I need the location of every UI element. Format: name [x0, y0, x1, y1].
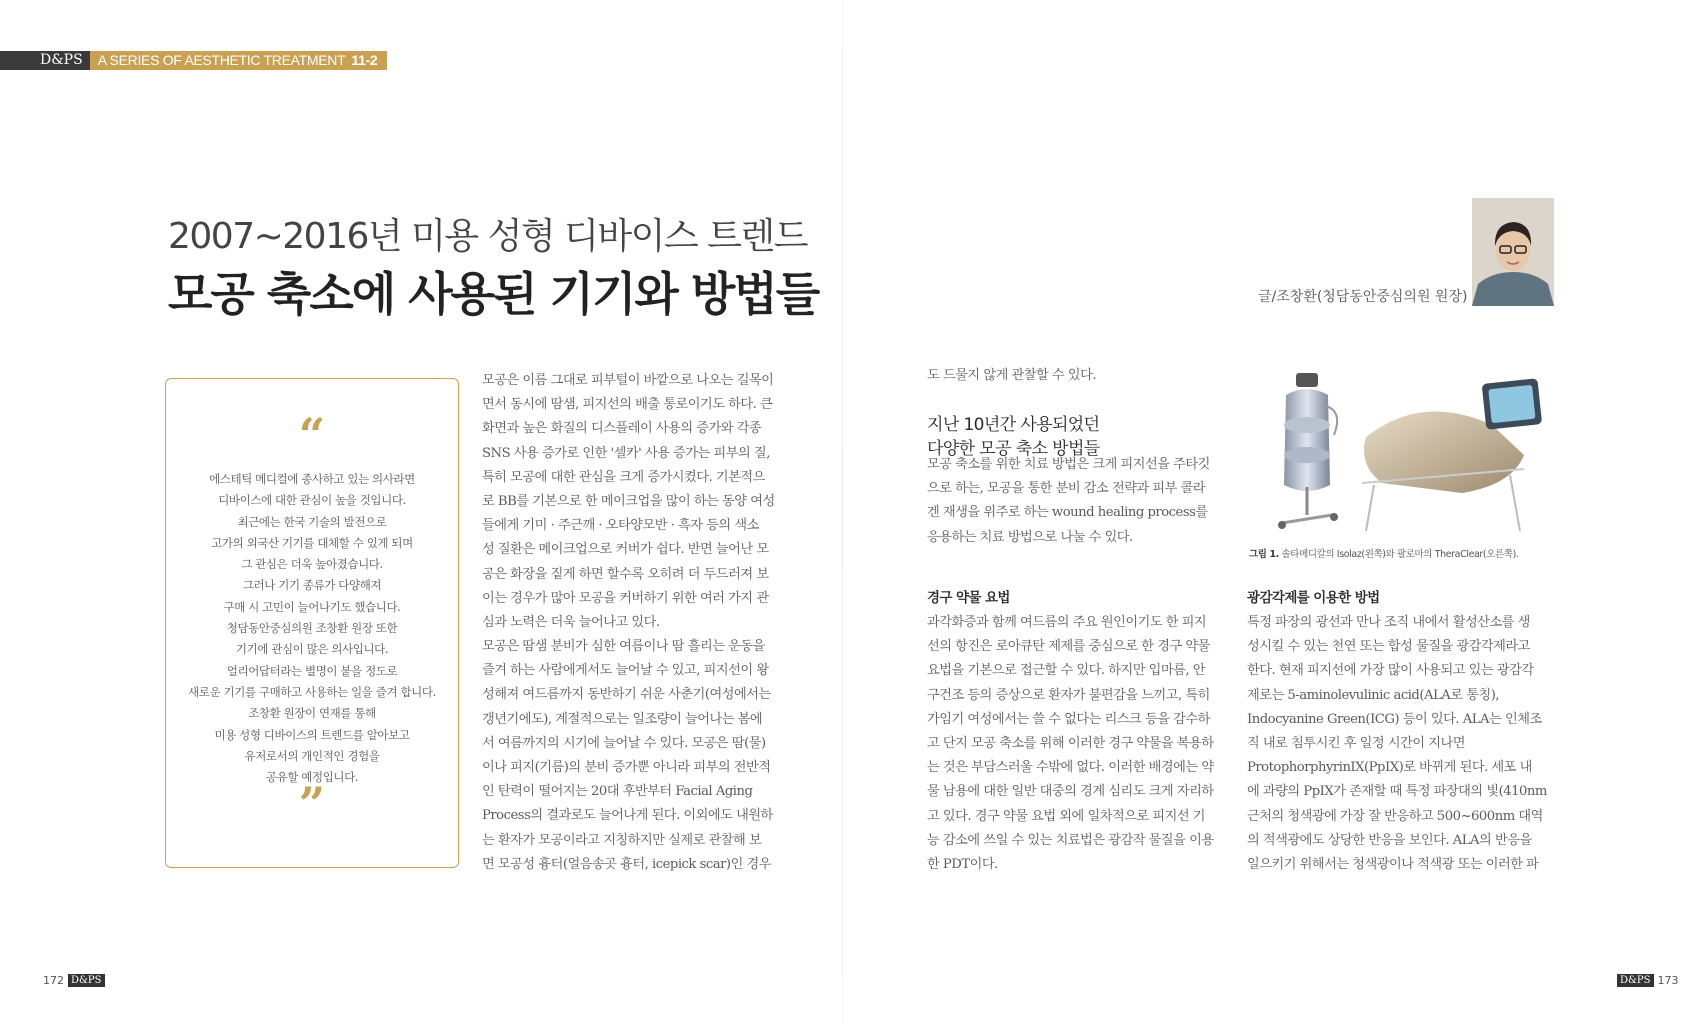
- quote-line: 디바이스에 대한 관심이 높을 것입니다.: [218, 493, 406, 508]
- body-line: 인 탄력이 떨어지는 20대 후반부터 Facial Aging: [482, 784, 753, 800]
- body-line: 화면과 높은 화질의 디스플레이 사용의 증가와 각종: [482, 421, 762, 437]
- quote-line: 기기에 관심이 많은 의사입니다.: [235, 642, 389, 657]
- quote-line: 그 관심은 더욱 높아졌습니다.: [241, 557, 383, 572]
- body-line: 갱년기에도), 계절적으로는 일조량이 늘어나는 봄에: [482, 711, 763, 727]
- body-line: 즐겨 하는 사람에게서도 늘어날 수 있고, 피지선이 왕: [482, 663, 769, 679]
- series-header: [0, 51, 387, 70]
- quote-line: 그러나 기기 종류가 다양해져: [242, 578, 382, 593]
- series-label-text: A SERIES OF AESTHETIC TREATMENT: [97, 52, 346, 68]
- device-figure: [1262, 365, 1554, 533]
- quote-line: 구매 시 고민이 늘어나기도 했습니다.: [223, 599, 401, 614]
- quote-line: 청담동안중심의원 조창환 원장 또한: [226, 621, 398, 636]
- body-line: 가임기 여성에서는 쓸 수 없다는 리스크 등을 감수하: [927, 711, 1210, 727]
- body-line: 직 내로 침투시킨 후 일정 시간이 지나면: [1247, 735, 1465, 751]
- section-photosensitizer-body: [1247, 611, 1547, 877]
- folio-left: [43, 974, 105, 987]
- body-line: 이는 경우가 많아 모공을 커버하기 위한 여러 가지 관: [482, 590, 769, 606]
- body-line: 이나 피지(기름)의 분비 증가뿐 아니라 피부의 전반적: [482, 760, 771, 775]
- page-number-right: 173: [1657, 974, 1679, 987]
- body-line: 로 BB를 기본으로 한 메이크업을 많이 하는 동양 여성: [482, 493, 775, 509]
- body-line: 서 여름까지의 시기에 늘어날 수 있다. 모공은 땀(물): [482, 735, 766, 751]
- body-line: SNS 사용 증가로 인한 '셀카' 사용 증가는 피부의 질,: [482, 445, 770, 461]
- quote-line: 고가의 외국산 기기를 대체할 수 있게 되며: [211, 535, 413, 550]
- section-heading-oral: 경구 약물 요법: [927, 590, 1010, 606]
- body-line: 요법을 기본으로 접근할 수 있다. 하지만 입마름, 안: [927, 663, 1206, 679]
- folio-brand-logo: D&PS: [1617, 974, 1654, 987]
- body-line: Process의 결과로도 늘어나게 된다. 이외에도 내원하: [482, 808, 773, 824]
- body-line: 들에게 기미 · 주근깨 · 오타양모반 · 흑자 등의 색소: [482, 518, 759, 534]
- close-quote-icon: ”: [298, 777, 326, 831]
- body-line: 의 적색광에도 상당한 반응을 보인다. ALA의 반응을: [1247, 832, 1532, 848]
- section-heading-photosensitizer: 광감각제를 이용한 방법: [1247, 590, 1380, 606]
- folio-right: [1617, 974, 1679, 987]
- quote-line: 유저로서의 개인적인 경험을: [244, 748, 380, 763]
- article-kicker: 2007~2016년 미용 성형 디바이스 트렌드: [168, 216, 807, 257]
- body-line: 능 감소에 쓰일 수 있는 치료법은 광감작 물질을 이용: [927, 832, 1214, 848]
- body-line: 성 질환은 메이크업으로 커버가 쉽다. 반면 늘어난 모: [482, 542, 769, 558]
- pull-quote-box: [165, 378, 459, 868]
- series-bar-lead: [0, 51, 22, 70]
- figure-caption: [1249, 546, 1519, 560]
- quote-line: 에스테틱 메디컬에 종사하고 있는 의사라면: [209, 472, 415, 486]
- body-column-2-top: [927, 364, 1227, 388]
- section-heading-line: 다양한 모공 축소 방법들: [927, 439, 1100, 459]
- page-number-left: 172: [43, 974, 64, 987]
- body-line: 성해져 여드름까지 동반하기 쉬운 사춘기(여성에서는: [482, 687, 771, 703]
- article-title: 모공 축소에 사용된 기기와 방법들: [168, 267, 819, 321]
- body-line: 면서 동시에 땀샘, 피지선의 배출 통로이기도 하다. 큰: [482, 397, 773, 413]
- quote-line: 얼리어답터라는 별명이 붙을 정도로: [226, 663, 398, 678]
- body-line: 응용하는 치료 방법으로 나눌 수 있다.: [927, 529, 1133, 545]
- body-line: 성시킬 수 있는 천연 또는 합성 물질을 광감각제라고: [1247, 639, 1530, 655]
- body-line: 특히 모공에 대한 관심을 크게 증가시켰다. 기본적으: [482, 469, 765, 485]
- body-line: 심과 노력은 더욱 늘어나고 있다.: [482, 614, 660, 630]
- device-photo: [1262, 365, 1554, 533]
- section-oral-body: [927, 611, 1227, 877]
- pull-quote-text: [166, 469, 458, 788]
- author-portrait: [1472, 198, 1554, 306]
- body-line: 특정 파장의 광선과 만나 조직 내에서 활성산소를 생: [1247, 615, 1530, 630]
- body-line: 모공은 땀샘 분비가 심한 여름이나 땀 흘리는 운동을: [482, 639, 765, 655]
- section-methods-body: [927, 453, 1227, 550]
- open-quote-icon: “: [298, 408, 326, 462]
- body-line: 고 있다. 경구 약물 요법 외에 일차적으로 피지선 기: [927, 808, 1206, 824]
- body-line: 겐 재생을 위주로 하는 wound healing process를: [927, 505, 1208, 521]
- body-line: 으로 하는, 모공을 통한 분비 감소 전략과 피부 콜라: [927, 481, 1206, 497]
- series-number: 11-2: [351, 52, 378, 68]
- body-column-1: [482, 369, 778, 877]
- body-line: 일으키기 위해서는 청색광이나 적색광 또는 이러한 파: [1247, 856, 1539, 872]
- quote-line: 공유할 예정입니다.: [265, 770, 359, 785]
- quote-line: 미용 성형 디바이스의 트렌드를 알아보고: [214, 727, 410, 742]
- body-line: 구건조 등의 증상으로 환자가 불편감을 느끼고, 특히: [927, 687, 1210, 703]
- quote-line: 최근에는 한국 기술의 발전으로: [237, 514, 387, 529]
- author-photo: [1472, 198, 1554, 306]
- section-heading-line: 지난 10년간 사용되었던: [927, 415, 1100, 435]
- page-spine: [842, 0, 843, 1024]
- author-byline: 글/조창환(청담동안중심의원 원장): [1258, 289, 1468, 305]
- figure-caption-label: 그림 1.: [1249, 549, 1279, 560]
- body-line: ProtophorphyrinIX(PpIX)로 바뀌게 된다. 세포 내: [1247, 760, 1532, 776]
- series-label: [90, 51, 388, 70]
- body-line: 제로는 5-aminolevulinic acid(ALA로 통칭),: [1247, 687, 1500, 703]
- body-line: 과각화증과 함께 여드름의 주요 원인이기도 한 피지: [927, 615, 1207, 630]
- body-line: 공은 화장을 짙게 하면 할수록 오히려 더 두드러져 보: [482, 566, 769, 582]
- body-line: 고 단지 모공 축소를 위해 이러한 경구 약물을 복용하: [927, 735, 1214, 751]
- brand-logo: D&PS: [22, 51, 90, 70]
- body-line: 근처의 청색광에 가장 잘 반응하고 500~600nm 대역: [1247, 808, 1543, 824]
- body-line: 는 환자가 모공이라고 지칭하지만 실제로 관찰해 보: [482, 832, 762, 848]
- body-line: Indocyanine Green(ICG) 등이 있다. ALA는 인체조: [1247, 711, 1542, 727]
- quote-line: 새로운 기기를 구매하고 사용하는 일을 즐겨 합니다.: [188, 684, 436, 699]
- figure-caption-text: 솔타메디칼의 Isolaz(왼쪽)와 팔로마의 TheraClear(오른쪽).: [1278, 549, 1519, 560]
- body-line: 한다. 현재 피지선에 가장 많이 사용되고 있는 광감각: [1247, 663, 1534, 679]
- body-line: 도 드물지 않게 관찰할 수 있다.: [927, 368, 1097, 383]
- body-line: 에 과량의 PpIX가 존재할 때 특정 파장대의 빛(410nm: [1247, 784, 1547, 800]
- body-line: 한 PDT이다.: [927, 856, 998, 872]
- body-line: 선의 항진은 로아큐탄 제제를 중심으로 한 경구 약물: [927, 639, 1210, 655]
- body-line: 면 모공성 흉터(얼음송곳 흉터, icepick scar)인 경우: [482, 856, 771, 872]
- body-line: 모공은 이름 그대로 피부털이 바깥으로 나오는 길목이: [482, 373, 774, 388]
- quote-line: 조창환 원장이 연재를 통해: [248, 706, 376, 721]
- body-line: 물 남용에 대한 일반 대중의 경계 심리도 크게 자리하: [927, 784, 1214, 800]
- body-line: 모공 축소를 위한 치료 방법은 크게 피지선을 주타깃: [927, 457, 1210, 472]
- folio-brand-logo: D&PS: [68, 974, 105, 987]
- body-line: 는 것은 부담스러울 수밖에 없다. 이러한 배경에는 약: [927, 760, 1214, 776]
